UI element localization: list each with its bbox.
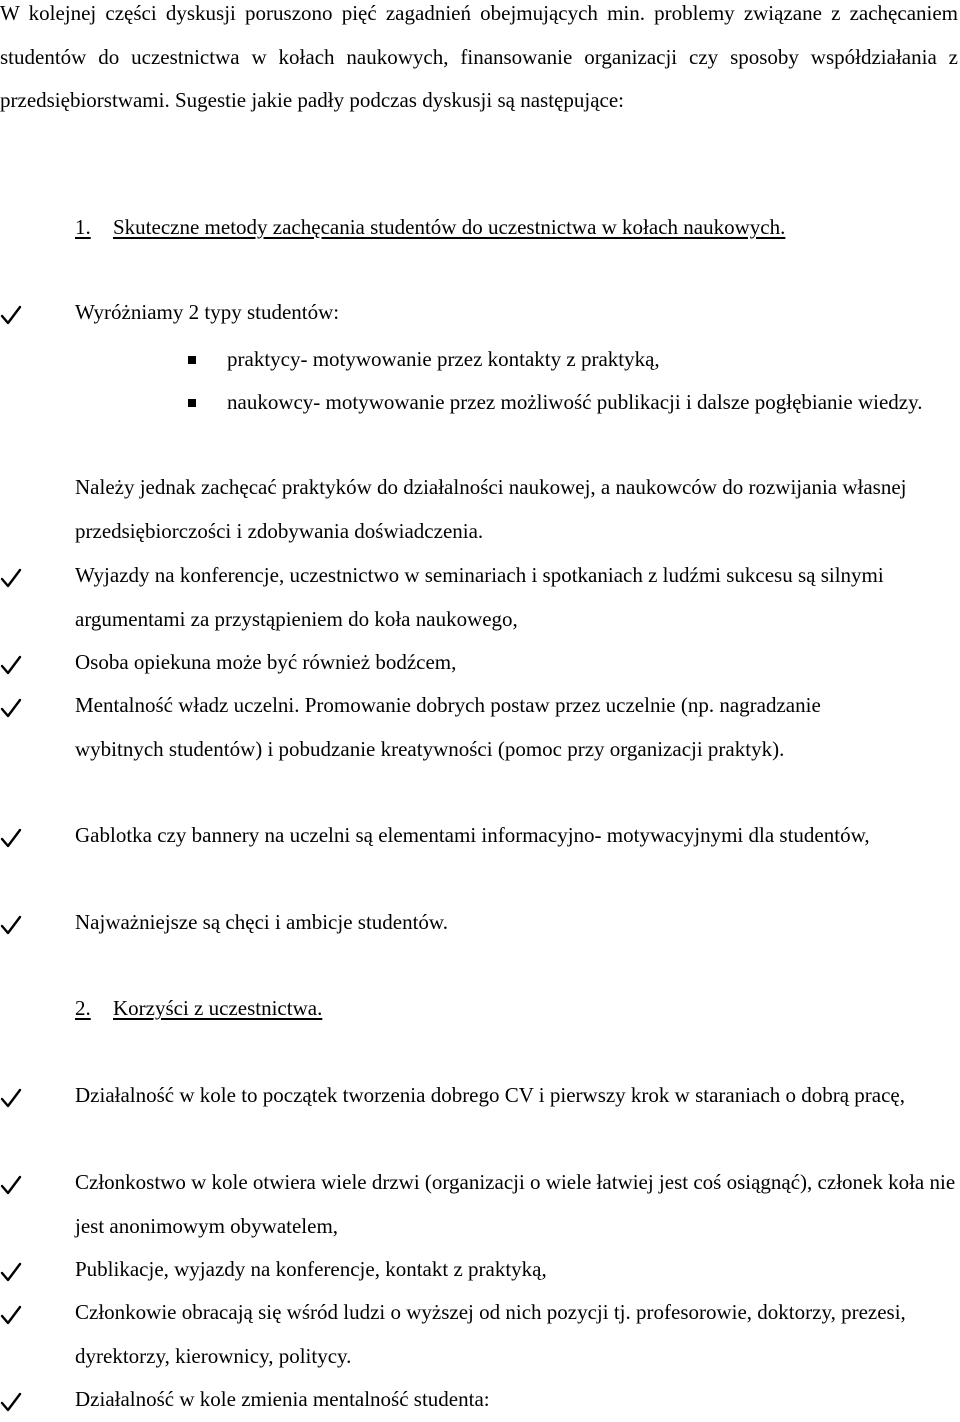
sub-list-item-text: naukowcy- motywowanie przez możliwość publikacji i dalsze pogłębianie wiedzy. — [227, 390, 923, 414]
check-mark-icon — [0, 697, 22, 719]
list-item-text: Wyróżniamy 2 typy studentów: — [75, 300, 340, 324]
check-mark-icon — [0, 654, 22, 676]
section-number: 2. — [75, 996, 91, 1020]
intro-paragraph: W kolejnej części dyskusji poruszono pięć zagadnień obejmujących min. problemy związane z zachęcaniem studentów do uczestnictwa w kołach naukowych, finansowanie organizacji czy sposoby współdziałania z przedsiębiorstwami. Sugestie jakie padły podczas dyskusji są następujące: — [0, 1, 958, 112]
check-mark-icon — [0, 567, 22, 589]
sub-list-item-text: praktycy- motywowanie przez kontakty z praktyką, — [227, 347, 660, 371]
check-mark-icon — [0, 1261, 22, 1283]
list-item-text: Działalność w kole zmienia mentalność studenta: — [75, 1387, 490, 1411]
section-title: Korzyści z uczestnictwa. — [113, 996, 323, 1020]
check-mark-icon — [0, 304, 22, 326]
note-paragraph: Należy jednak zachęcać praktyków do działalności naukowej, a naukowców do rozwijania własnej przedsiębiorczości i zdobywania doświadczenia. — [75, 475, 907, 543]
check-mark-icon — [0, 1304, 22, 1326]
list-item-text: Członkowie obracają się wśród ludzi o wyższej od nich pozycji tj. profesorowie, doktorzy, prezesi, dyrektorzy, kierownicy, politycy. — [75, 1300, 906, 1368]
section-1-heading — [75, 212, 785, 242]
square-bullet-icon — [188, 399, 196, 407]
list-item-text: Gablotka czy bannery na uczelni są elementami informacyjno- motywacyjnymi dla studentów, — [75, 823, 870, 847]
section-2-heading — [75, 993, 322, 1023]
section-number: 1. — [75, 215, 91, 239]
list-item-text: Najważniejsze są chęci i ambicje studentów. — [75, 910, 448, 934]
square-bullet-icon — [188, 356, 196, 364]
section-title: Skuteczne metody zachęcania studentów do uczestnictwa w kołach naukowych. — [113, 215, 786, 239]
list-item-text: Publikacje, wyjazdy na konferencje, kontakt z praktyką, — [75, 1257, 547, 1281]
list-item-text: Wyjazdy na konferencje, uczestnictwo w seminariach i spotkaniach z ludźmi sukcesu są silnymi argumentami za przystąpieniem do koła naukowego, — [75, 563, 884, 631]
check-mark-icon — [0, 1087, 22, 1109]
list-item-text: Działalność w kole to początek tworzenia dobrego CV i pierwszy krok w staraniach o dobrą pracę, — [75, 1083, 905, 1107]
check-mark-icon — [0, 1174, 22, 1196]
list-item-text: Osoba opiekuna może być również bodźcem, — [75, 650, 457, 674]
list-item-text: Członkostwo w kole otwiera wiele drzwi (organizacji o wiele łatwiej jest coś osiągnąć), członek koła nie jest anonimowym obywatelem, — [75, 1170, 956, 1238]
list-item-text: Mentalność władz uczelni. Promowanie dobrych postaw przez uczelnie (np. nagradzanie wybitnych studentów) i pobudzanie kreatywności (pomoc przy organizacji praktyk). — [75, 693, 821, 761]
check-mark-icon — [0, 914, 22, 936]
check-mark-icon — [0, 827, 22, 849]
